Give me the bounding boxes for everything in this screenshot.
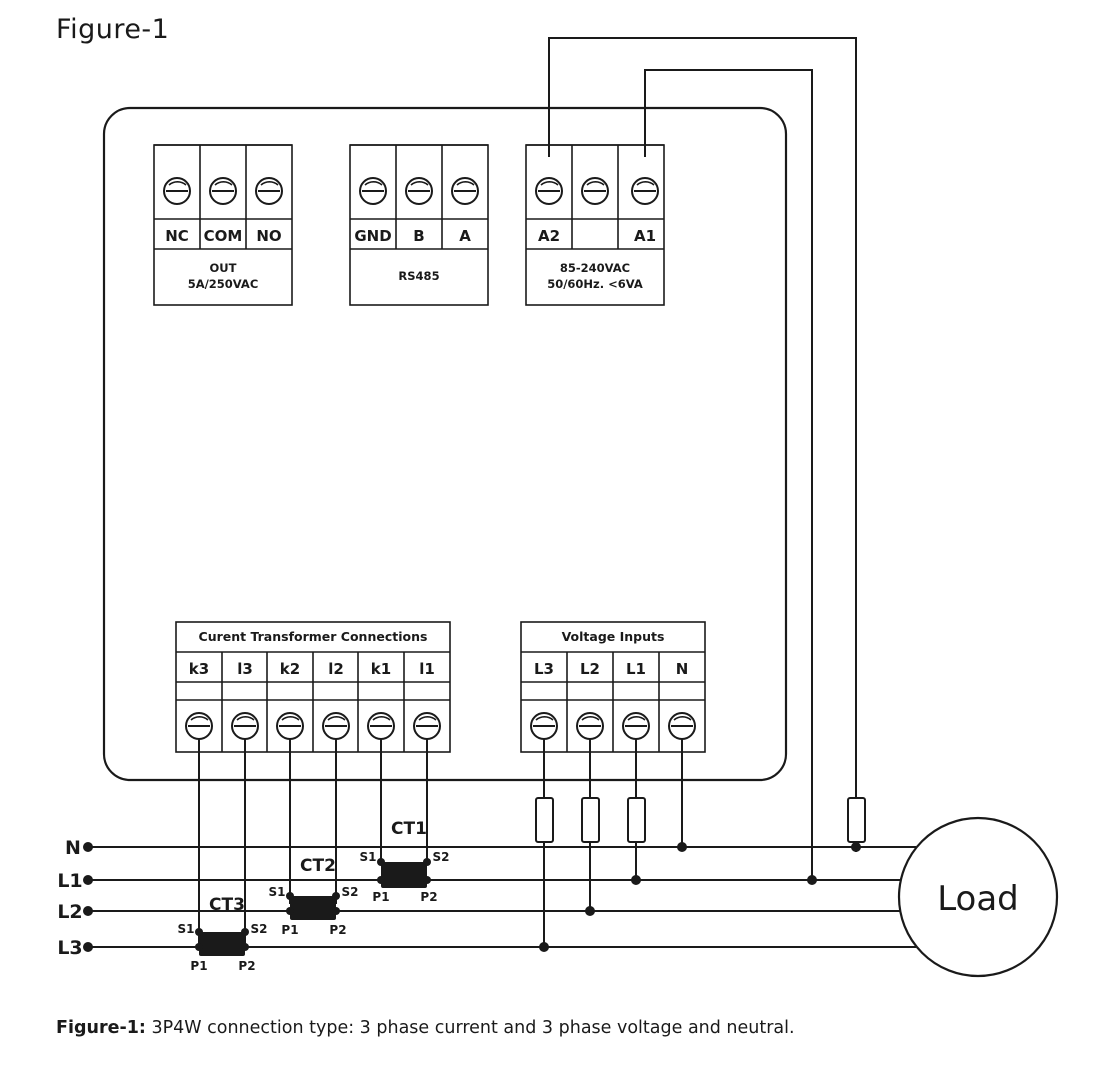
phase-terminal-dot [83, 842, 93, 852]
screw-terminal[interactable] [360, 178, 386, 204]
terminal-label: NC [165, 227, 189, 245]
figure-title: Figure-1 [56, 14, 170, 45]
screw-terminal[interactable] [623, 713, 649, 739]
junction-dot [585, 906, 595, 916]
supply-block [526, 145, 664, 305]
terminal-label: N [675, 660, 689, 678]
screw-terminal[interactable] [577, 713, 603, 739]
screw-terminal[interactable] [452, 178, 478, 204]
ct-secondary-label: S2 [250, 922, 268, 936]
ct-primary-label: P1 [190, 959, 208, 973]
terminal-label: A2 [537, 227, 561, 245]
ct2 [269, 856, 359, 937]
junction-dot [631, 875, 641, 885]
screw-terminal[interactable] [210, 178, 236, 204]
junction-dot [807, 875, 817, 885]
terminal-label: B [413, 227, 425, 245]
screw-terminal[interactable] [536, 178, 562, 204]
screw-terminal[interactable] [669, 713, 695, 739]
relay-output-block [154, 145, 292, 305]
ct-name: CT2 [300, 856, 336, 876]
supply-block-title-line1: 85-240VAC [559, 261, 631, 275]
terminal-label: L1 [626, 660, 646, 678]
phase-label: L1 [57, 870, 83, 892]
screw-terminal[interactable] [582, 178, 608, 204]
terminal-label: l1 [419, 660, 435, 678]
terminal-label: COM [203, 227, 243, 245]
terminal-label: k1 [370, 660, 392, 678]
ct-primary-label: P2 [238, 959, 256, 973]
voltage-inputs-block [521, 622, 705, 752]
terminal-label: A1 [633, 227, 657, 245]
ct-secondary-label: S2 [432, 850, 450, 864]
terminal-label: k2 [279, 660, 301, 678]
phase-label: L3 [57, 937, 83, 959]
screw-terminal[interactable] [632, 178, 658, 204]
ct-name: CT1 [391, 819, 427, 839]
caption-bold: Figure-1: [56, 1018, 146, 1038]
caption-text: 3P4W connection type: 3 phase current and 3 phase voltage and neutral. [145, 1018, 795, 1038]
screw-terminal[interactable] [256, 178, 282, 204]
screw-terminal[interactable] [414, 713, 440, 739]
screw-terminal[interactable] [368, 713, 394, 739]
phase-terminal-dot [83, 875, 93, 885]
screw-terminal[interactable] [531, 713, 557, 739]
terminal-label: l3 [237, 660, 253, 678]
figure-caption [56, 1018, 795, 1038]
relay-block-title-line1: OUT [209, 261, 237, 275]
supply-block-title-line2: 50/60Hz. <6VA [547, 277, 643, 291]
screw-terminal[interactable] [232, 713, 258, 739]
ct-primary-label: P1 [281, 923, 299, 937]
screw-terminal[interactable] [323, 713, 349, 739]
terminal-label: L3 [534, 660, 554, 678]
ct-secondary-label: S1 [359, 850, 377, 864]
terminal-label: k3 [188, 660, 210, 678]
rs485-block-title: RS485 [398, 269, 440, 283]
voltage-sense-wires [536, 739, 865, 947]
phase-bus-lines [57, 837, 916, 959]
ct-secondary-label: S2 [341, 885, 359, 899]
supply-wires [549, 38, 856, 880]
terminal-label: GND [354, 227, 392, 245]
terminal-label: NO [256, 227, 282, 245]
screw-terminal[interactable] [164, 178, 190, 204]
phase-terminal-dot [83, 906, 93, 916]
ct-name: CT3 [209, 895, 245, 915]
terminal-label: A [459, 227, 471, 245]
junction-dot [851, 842, 861, 852]
ct-primary-label: P2 [329, 923, 347, 937]
phase-terminal-dot [83, 942, 93, 952]
voltage-block-header: Voltage Inputs [561, 629, 665, 644]
terminal-label: L2 [580, 660, 600, 678]
ct-secondary-label: S1 [177, 922, 195, 936]
screw-terminal[interactable] [186, 713, 212, 739]
ct1 [360, 819, 450, 904]
load-symbol [899, 818, 1057, 976]
ct-connections-block [176, 622, 450, 752]
junction-dot [677, 842, 687, 852]
phase-label: N [65, 837, 81, 859]
ct-primary-label: P2 [420, 890, 438, 904]
terminal-label: l2 [328, 660, 344, 678]
ct-primary-label: P1 [372, 890, 390, 904]
screw-terminal[interactable] [406, 178, 432, 204]
ct-secondary-label: S1 [268, 885, 286, 899]
phase-label: L2 [57, 901, 83, 923]
load-label: Load [937, 879, 1019, 919]
junction-dot [539, 942, 549, 952]
rs485-block [350, 145, 488, 305]
ct-block-header: Curent Transformer Connections [198, 629, 428, 644]
ct3 [178, 895, 268, 973]
screw-terminal[interactable] [277, 713, 303, 739]
device-enclosure [104, 108, 786, 780]
relay-block-title-line2: 5A/250VAC [187, 277, 259, 291]
